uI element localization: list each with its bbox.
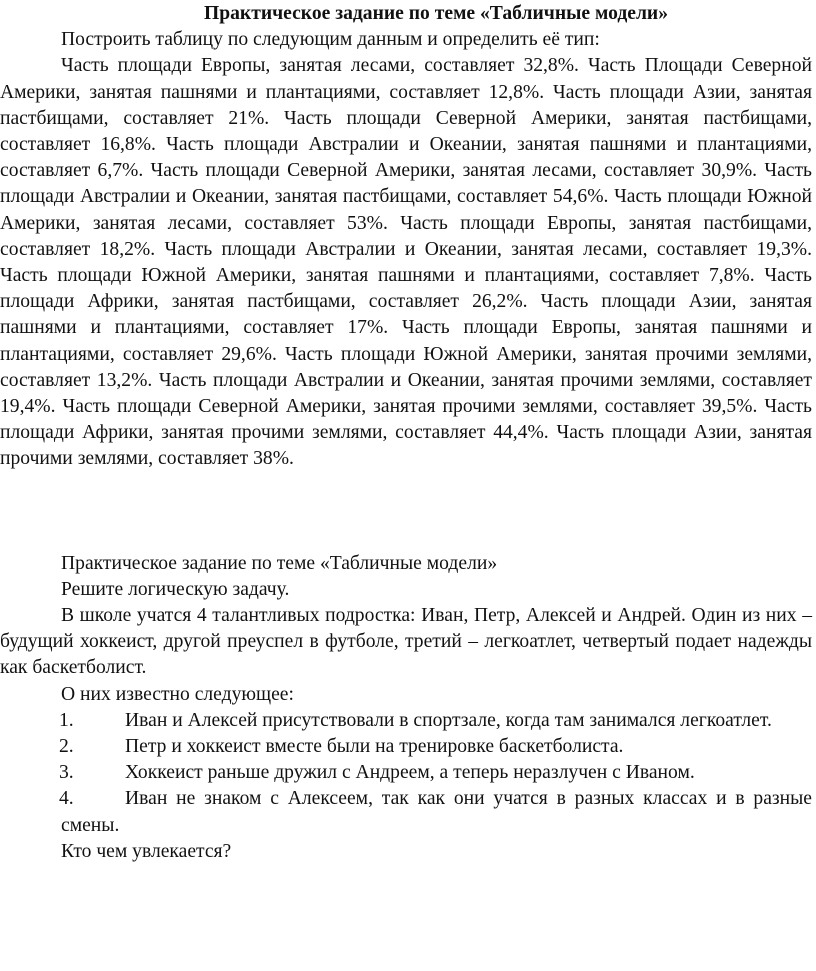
list-item-number: 2.	[59, 736, 74, 758]
list-item-number: 4.	[59, 788, 74, 810]
list-item	[0, 708, 812, 734]
conditions-list	[0, 708, 812, 839]
task2-title: Практическое задание по теме «Табличные модели»	[61, 552, 498, 574]
list-item-number: 1.	[59, 709, 74, 731]
list-item-text: Петр и хоккеист вместе были на тренировке баскетболиста.	[125, 736, 624, 758]
list-item	[0, 760, 812, 786]
task2-known: О них известно следующее:	[61, 683, 294, 705]
task2-instruction: Решите логическую задачу.	[61, 578, 290, 600]
task1-instruction: Построить таблицу по следующим данным и определить её тип:	[61, 29, 600, 51]
list-item-text: Иван и Алексей присутствовали в спортзале, когда там занимался легкоатлет.	[125, 709, 772, 731]
task2-intro: В школе учатся 4 талантливых подростка: Иван, Петр, Алексей и Андрей. Один из них – будущий хоккеист, другой преуспел в футболе, третий – легкоатлет, четвертый подает надежды как баскетболист.	[0, 605, 812, 679]
list-item	[0, 786, 812, 838]
task1-title: Практическое задание по теме «Табличные модели»	[203, 3, 669, 24]
list-item-text: Иван не знаком с Алексеем, так как они учатся в разных классах и в разные смены.	[61, 788, 812, 836]
list-item-number: 3.	[59, 762, 74, 784]
section-gap	[0, 473, 812, 551]
list-item	[0, 734, 812, 760]
task2-question: Кто чем увлекается?	[61, 840, 232, 862]
list-item-text: Хоккеист раньше дружил с Андреем, а теперь неразлучен с Иваном.	[125, 762, 695, 784]
task1-body: Часть площади Европы, занятая лесами, составляет 32,8%. Часть Площади Северной Америки, занятая пашнями и плантациями, составляет 12,8%. Часть площади Азии, занятая пастбищами, составляет 21%. Часть площади Северной Америки, занятая пастбищами, составляет 16,8%. Часть площади Австралии и Океании, занятая пашнями и плантациями, составляет 6,7%. Часть площади Северной Америки, занятая лесами, составляет 30,9%. Часть площади Австралии и Океании, занятая пастбищами, составляет 54,6%. Часть площади Южной Америки, занятая лесами, составляет 53%. Часть площади Европы, занятая пастбищами, составляет 18,2%. Часть площади Австралии и Океании, занятая лесами, составляет 19,3%. Часть площади Южной Америки, занятая пашнями и плантациями, составляет 7,8%. Часть площади Африки, занятая пастбищами, составляет 26,2%. Часть площади Азии, занятая пашнями и плантациями, составляет 17%. Часть площади Европы, занятая пашнями и плантациями, составляет 29,6%. Часть площади Южной Америки, занятая прочими землями, составляет 13,2%. Часть площади Австралии и Океании, занятая прочими землями, составляет 19,4%. Часть площади Северной Америки, занятая прочими землями, составляет 39,5%. Часть площади Африки, занятая прочими землями, составляет 44,4%. Часть площади Азии, занятая прочими землями, составляет 38%.	[0, 55, 812, 470]
